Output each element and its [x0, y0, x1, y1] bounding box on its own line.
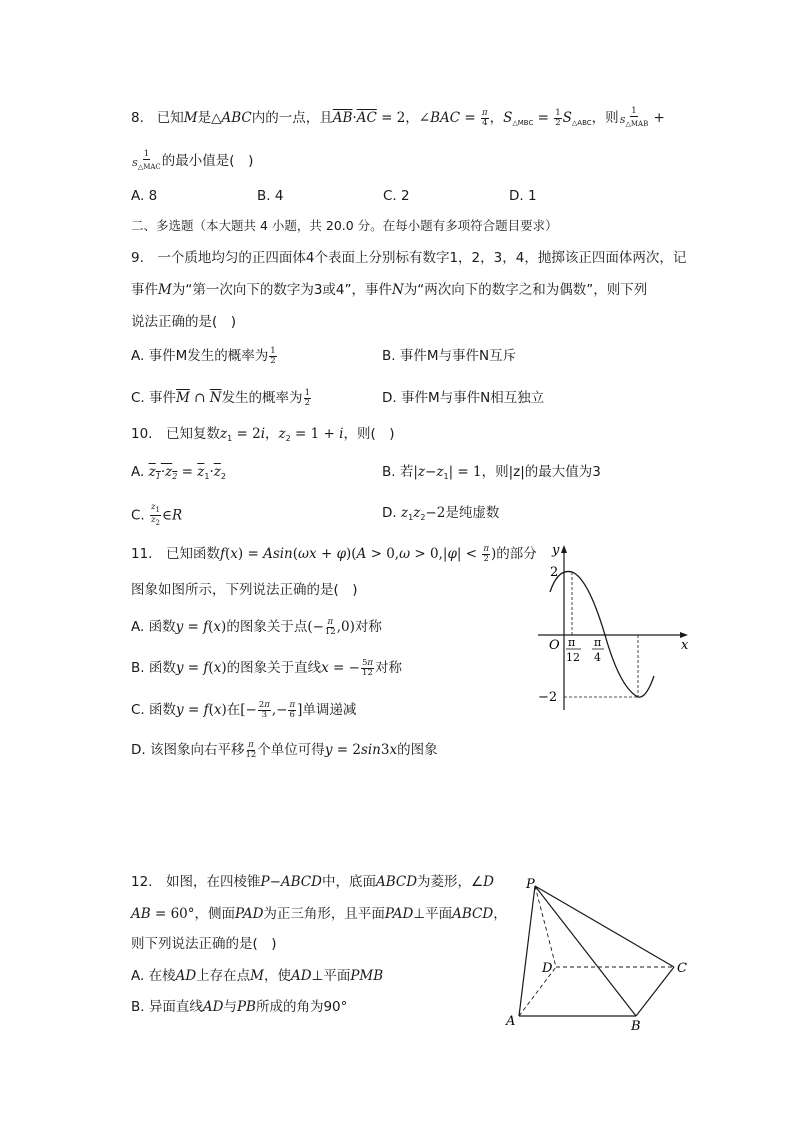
vertex-d: D: [542, 961, 553, 976]
graph-pi-4-num: π: [594, 636, 602, 649]
q9-line3: 说法正确的是( ): [131, 314, 237, 330]
q9-option-b: B. 事件M与事件N互斥: [382, 348, 517, 364]
q11-option-a: A. 函数y = f(x)的图象关于点(− $\frac{\pi}{12}$ ,0)对称: [131, 616, 382, 637]
q8-option-c: C. 2: [383, 188, 410, 204]
vertex-a: A: [506, 1014, 516, 1029]
q8-line2: $\frac{1}{S_{\triangle MAC}}$ 的最小值是( ): [132, 149, 254, 171]
vertex-c: C: [677, 961, 687, 976]
q9-option-a: A. 事件M发生的概率为 $\frac{1}{2}$: [131, 345, 276, 366]
q12-pyramid-figure: [498, 872, 698, 1037]
q12-line3: 则下列说法正确的是( ): [131, 936, 277, 952]
q8-line1: 8. 已知M是△ABC内的一点，且$\overline{AB}\cdot\overline{AC} = 2$，∠BAC = $\frac{\pi}{4}$ ，$S_{\triangle MBC}$ = $\frac{1}{2}$ $S_{\triangle ABC}$，则 $\frac{1}{S_{\triangle MAB}}$ +: [131, 106, 665, 128]
graph-x-label: x: [681, 638, 689, 653]
graph-y-label: y: [552, 543, 560, 558]
q11-stem: 11. 已知函数f(x) = Asin(ωx + φ)(A > 0,ω > 0,|φ| < $\frac{\pi}{2}$ )的部分: [131, 543, 537, 564]
graph-pi-4-den: 4: [594, 651, 601, 664]
q9-line2: 事件M为“第一次向下的数字为3或4”，事件N为“两次向下的数字之和为偶数”，则下列: [131, 282, 648, 298]
q12-line2: AB = 60°，侧面PAD为正三角形，且平面PAD⊥平面ABCD，: [131, 906, 507, 922]
vertex-b: B: [631, 1019, 641, 1034]
section-heading: 二、多选题（本大题共 4 小题，共 20.0 分。在每小题有多项符合题目要求）: [131, 218, 558, 233]
q10-option-a: A. $z_1\cdot z_2 = \overline{z}_1\cdot\overline{z}_2$: [131, 464, 226, 481]
q12-option-b: B. 异面直线AD与PB所成的角为90°: [131, 999, 348, 1015]
q9-line1: 9. 一个质地均匀的正四面体4个表面上分别标有数字1，2，3，4，抛掷该正四面体两次，记: [131, 250, 687, 266]
q11-line2: 图象如图所示，下列说法正确的是( ): [131, 582, 358, 598]
graph-pi-12-num: π: [568, 636, 576, 649]
graph-pi-12-den: 12: [566, 651, 580, 664]
q10-option-b: B. 若$|z-z_1| = 1$，则|z|的最大值为3: [382, 464, 601, 481]
q11-option-b: B. 函数y = f(x)的图象关于直线x = − $\frac{5\pi}{12}$ 对称: [131, 657, 402, 678]
q8-option-d: D. 1: [509, 188, 537, 204]
q8-option-b: B. 4: [257, 188, 284, 204]
q10-option-d: D. $z_1z_2-2$是纯虚数: [382, 505, 500, 522]
q9-option-d: D. 事件M与事件N相互独立: [382, 390, 545, 406]
q10-stem: 10. 已知复数$z_1 = 2i$，$z_2 = 1 + i$，则( ): [131, 426, 395, 443]
q11-option-c: C. 函数y = f(x)在[− $\frac{2\pi}{3}$ ,− $\frac{\pi}{6}$ ]单调递减: [131, 699, 357, 720]
q11-sine-graph: [530, 538, 700, 718]
q9-option-c: C. 事件$\overline{M}$ ∩ $\overline{N}$发生的概率为 $\frac{1}{2}$: [131, 387, 310, 408]
q12-option-a: A. 在棱AD上存在点M，使AD⊥平面PMB: [131, 968, 384, 984]
vertex-p: P: [526, 877, 535, 892]
q12-line1: 12. 如图，在四棱锥P−ABCD中，底面ABCD为菱形，∠D: [131, 874, 494, 890]
q8-option-a: A. 8: [131, 188, 158, 204]
graph-origin-label: O: [549, 638, 560, 653]
q11-option-d: D. 该图象向右平移 $\frac{\pi}{12}$ 个单位可得y = 2sin3x的图象: [131, 739, 438, 760]
graph-two-label: 2: [550, 565, 559, 580]
graph-neg-two-label: −2: [538, 690, 558, 705]
q10-option-c: C. $\frac{z_1}{z_2}$ ∈R: [131, 502, 183, 527]
